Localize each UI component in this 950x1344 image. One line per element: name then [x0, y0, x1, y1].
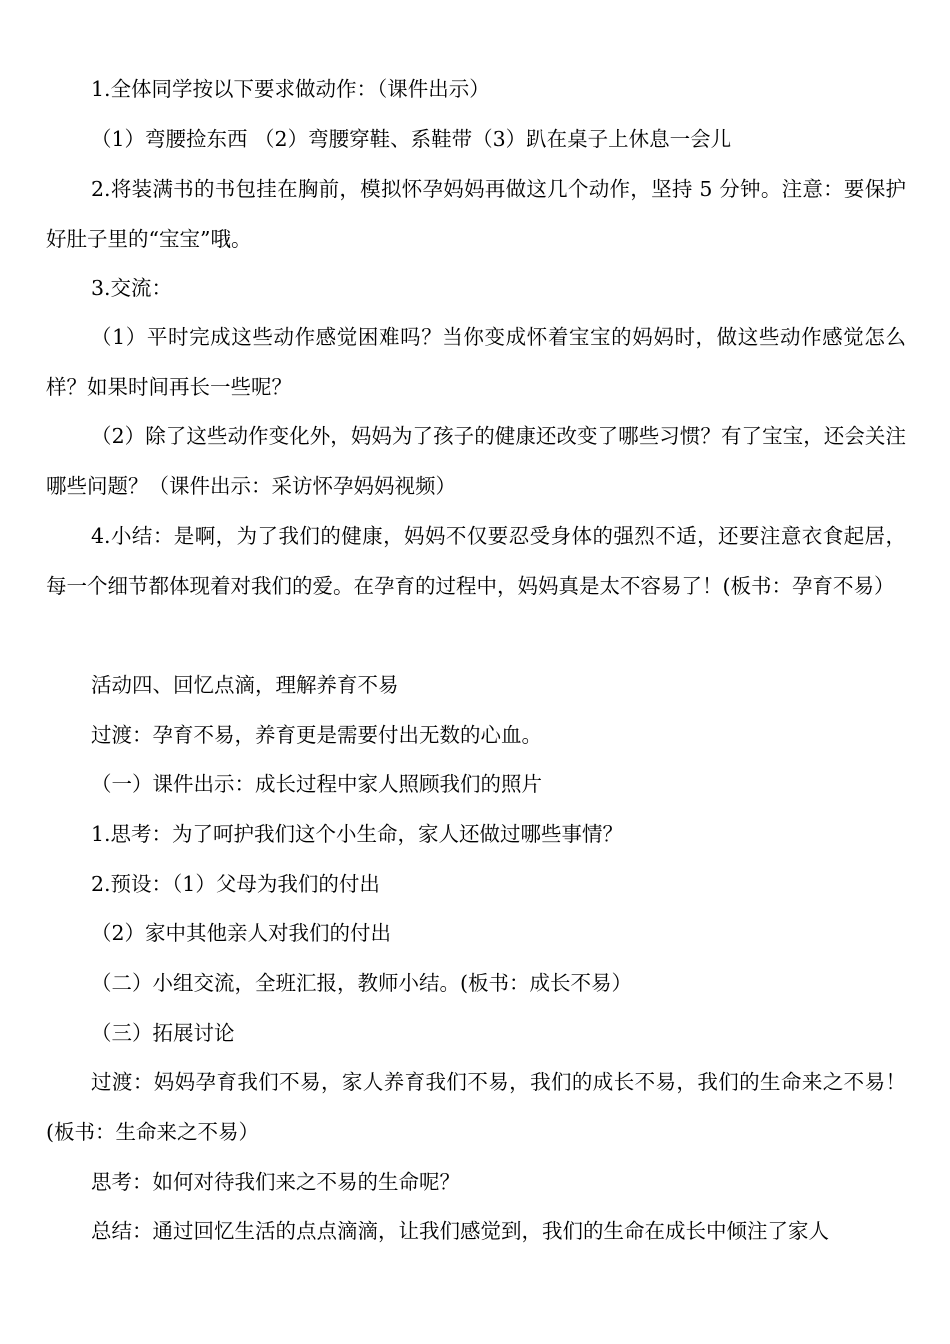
paragraph-part-2: （二）小组交流，全班汇报，教师小结。(板书：成长不易）: [91, 971, 632, 995]
paragraph-question-1: （1）平时完成这些动作感觉困难吗？当你变成怀着宝宝的妈妈时，做这些动作感觉怎么样？如果时间再长一些呢？: [46, 325, 906, 399]
paragraph-step-1: 1.全体同学按以下要求做动作：（课件出示）: [91, 77, 490, 101]
paragraph-part-3: （三）拓展讨论: [91, 1021, 235, 1045]
paragraph-question-2: （2）除了这些动作变化外，妈妈为了孩子的健康还改变了哪些习惯？有了宝宝，还会关注哪些问题？（课件出示：采访怀孕妈妈视频）: [46, 424, 906, 498]
paragraph-transition-1: 过渡：孕育不易，养育更是需要付出无数的心血。: [91, 723, 542, 747]
paragraph-think-2: 思考：如何对待我们来之不易的生命呢？: [91, 1170, 460, 1194]
paragraph-think-1: 1.思考：为了呵护我们这个小生命，家人还做过哪些事情？: [91, 822, 624, 846]
paragraph-summary-4: 4.小结：是啊，为了我们的健康，妈妈不仅要忍受身体的强烈不适，还要注意衣食起居，每一个细节都体现着对我们的爱。在孕育的过程中，妈妈真是太不容易了！(板书：孕育不易）: [46, 524, 906, 598]
paragraph-activity-4-heading: 活动四、回忆点滴，理解养育不易: [91, 673, 399, 697]
paragraph-step-2: 2.将装满书的书包挂在胸前，模拟怀孕妈妈再做这几个动作，坚持 5 分钟。注意：要保护好肚子里的“宝宝”哦。: [46, 177, 906, 251]
paragraph-preset-2-item: （2）家中其他亲人对我们的付出: [91, 921, 392, 945]
paragraph-preset-2: 2.预设：（1）父母为我们的付出: [91, 872, 380, 896]
paragraph-step-3: 3.交流：: [91, 276, 173, 300]
paragraph-part-1: （一）课件出示：成长过程中家人照顾我们的照片: [91, 772, 542, 796]
paragraph-actions-list: （1）弯腰捡东西 （2）弯腰穿鞋、系鞋带（3）趴在桌子上休息一会儿: [91, 127, 732, 151]
paragraph-transition-2: 过渡：妈妈孕育我们不易，家人养育我们不易，我们的成长不易，我们的生命来之不易！(板书：生命来之不易）: [46, 1070, 906, 1144]
paragraph-conclusion: 总结：通过回忆生活的点点滴滴，让我们感觉到，我们的生命在成长中倾注了家人: [91, 1219, 829, 1243]
